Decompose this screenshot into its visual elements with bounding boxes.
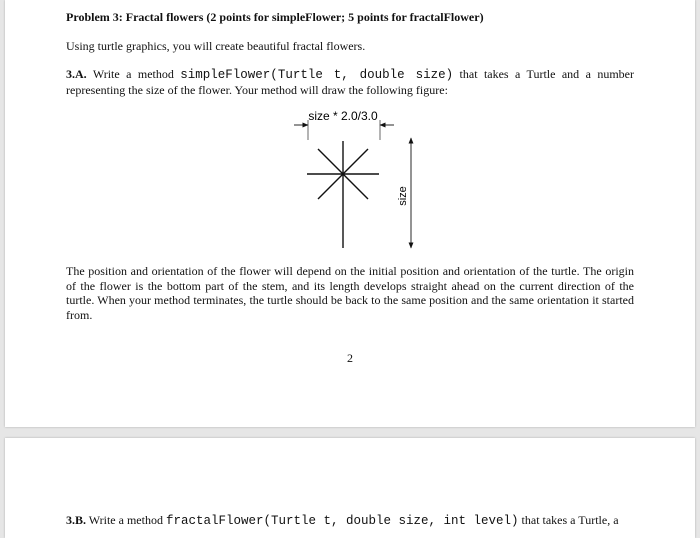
- simple-flower-figure: [290, 104, 420, 252]
- part-a-method-signature: simpleFlower(Turtle t, double size): [180, 68, 454, 82]
- problem-title: Problem 3: Fractal flowers (2 points for simpleFlower; 5 points for fractalFlower): [66, 10, 484, 24]
- width-dimension-label: size * 2.0/3.0: [308, 109, 378, 123]
- part-b-text-before: Write a method: [86, 513, 166, 527]
- part-b-label: 3.B.: [66, 513, 87, 527]
- part-a-text-after: that takes a Turtle and a number representing the size of the flower. Your method will draw the following figure:: [66, 67, 635, 97]
- position-paragraph: The position and orientation of the flower will depend on the initial position and orientation of the turtle. The origin of the flower is the bottom part of the stem, and its length develops straight ahead on the current direction of the turtle. When your method terminates, the turtle should be back to the same position and the same orientation it started from.: [66, 264, 634, 322]
- part-b-text-after: that takes a Turtle, a: [518, 513, 619, 527]
- height-dimension-label: size: [397, 186, 409, 206]
- part-a-text-before: Write a method: [86, 67, 181, 81]
- document-page-2: [5, 438, 695, 538]
- intro-text: Using turtle graphics, you will create beautiful fractal flowers.: [66, 39, 366, 53]
- flower-drawing: [307, 141, 379, 248]
- part-a-label: 3.A.: [66, 67, 87, 81]
- part-a-paragraph: [66, 67, 634, 97]
- document-page-1: [5, 0, 695, 427]
- part-b-paragraph: [66, 513, 634, 529]
- page-number: 2: [347, 351, 353, 365]
- part-b-method-signature: fractalFlower(Turtle t, double size, int level): [165, 514, 519, 528]
